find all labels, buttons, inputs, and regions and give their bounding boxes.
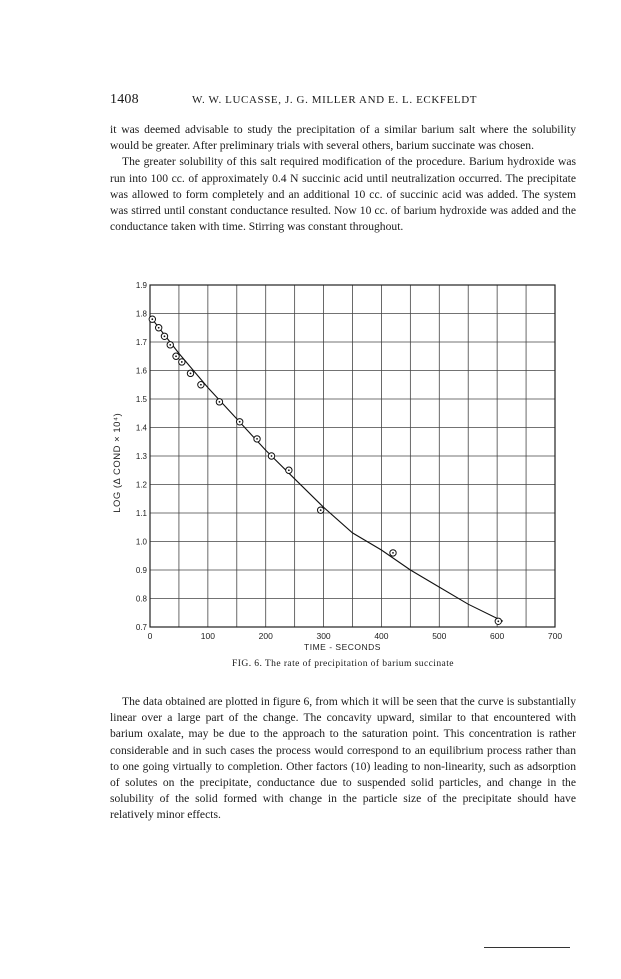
x-axis-label: TIME - SECONDS xyxy=(304,642,381,652)
y-tick-label: 0.9 xyxy=(135,566,147,575)
data-point-center xyxy=(200,384,202,386)
page-header xyxy=(110,92,576,108)
figure-caption: FIG. 6. The rate of precipitation of barium succinate xyxy=(232,658,454,669)
data-point-center xyxy=(175,355,177,357)
data-point-center xyxy=(190,372,192,374)
y-tick-label: 1.1 xyxy=(135,509,147,518)
y-tick-label: 1.6 xyxy=(135,366,147,376)
data-point-center xyxy=(169,344,171,346)
data-point-center xyxy=(158,327,160,329)
data-point-center xyxy=(219,401,221,403)
footer-rule xyxy=(484,947,570,948)
x-tick-label: 600 xyxy=(490,631,505,641)
data-point-center xyxy=(392,552,394,554)
running-head-authors: W. W. LUCASSE, J. G. MILLER AND E. L. ECKFELDT xyxy=(192,94,478,106)
body-text-top xyxy=(110,122,576,235)
data-point-center xyxy=(239,421,241,423)
data-point-center xyxy=(288,469,290,471)
y-tick-label: 1.0 xyxy=(135,537,147,547)
y-tick-label: 1.4 xyxy=(135,423,147,433)
body-text-bottom xyxy=(110,694,576,824)
chart-svg xyxy=(110,276,570,654)
paragraph: The greater solubility of this salt required modification of the procedure. Barium hydroxide was run into 100 cc. of approximately 0.4 N succinic acid until neutralization occurred. The precipitate was allowed to form completely and an additional 10 cc. of succinic acid was added. The system was stirred until constant conductance resulted. Now 10 cc. of barium hydroxide was added and the conductance taken with time. Stirring was constant throughout. xyxy=(110,155,576,234)
y-tick-label: 1.9 xyxy=(135,281,147,290)
x-tick-label: 400 xyxy=(374,631,389,641)
y-tick-label: 1.8 xyxy=(135,309,147,319)
y-tick-label: 1.5 xyxy=(135,395,147,404)
y-tick-label: 1.7 xyxy=(135,338,147,347)
x-tick-label: 0 xyxy=(147,631,153,641)
x-tick-label: 300 xyxy=(316,631,331,641)
x-tick-label: 700 xyxy=(547,631,563,641)
y-tick-label: 0.8 xyxy=(135,594,147,604)
x-tick-label: 200 xyxy=(258,631,273,641)
y-tick-label: 0.7 xyxy=(135,623,147,632)
y-tick-label: 1.2 xyxy=(135,480,147,490)
data-point-center xyxy=(181,361,183,363)
y-axis-label: LOG (Δ COND × 10⁴) xyxy=(112,412,123,513)
page-number: 1408 xyxy=(110,92,139,107)
paragraph: it was deemed advisable to study the precipitation of a similar barium salt where the solubility would be greater. After preliminary trials with several others, barium succinate was chosen. xyxy=(110,123,576,153)
x-tick-label: 500 xyxy=(432,631,447,641)
x-tick-label: 100 xyxy=(200,631,215,641)
data-point-center xyxy=(497,620,499,622)
figure-6-chart xyxy=(110,276,570,659)
paragraph: The data obtained are plotted in figure 6, from which it will be seen that the curve is substantially linear over a large part of the change. The concavity upward, similar to that encountered with barium oxalate, may be due to the approach to the saturation point. This concentration is rather considerable and in such cases the process would correspond to an equilibrium process rather than to one going virtually to completion. Other factors (10) leading to non-linearity, such as adsorption of solutes on the precipitate, conductance due to suspended solid particles, and change in the solubility of the solid formed with change in the particle size of the precipitate should have relatively minor effects. xyxy=(110,695,576,822)
data-point-center xyxy=(320,509,322,511)
data-point-center xyxy=(151,318,153,320)
fitted-curve xyxy=(150,316,503,621)
data-point-center xyxy=(271,455,273,457)
data-point-center xyxy=(164,335,166,337)
data-point-center xyxy=(256,438,258,440)
y-tick-label: 1.3 xyxy=(135,452,147,461)
